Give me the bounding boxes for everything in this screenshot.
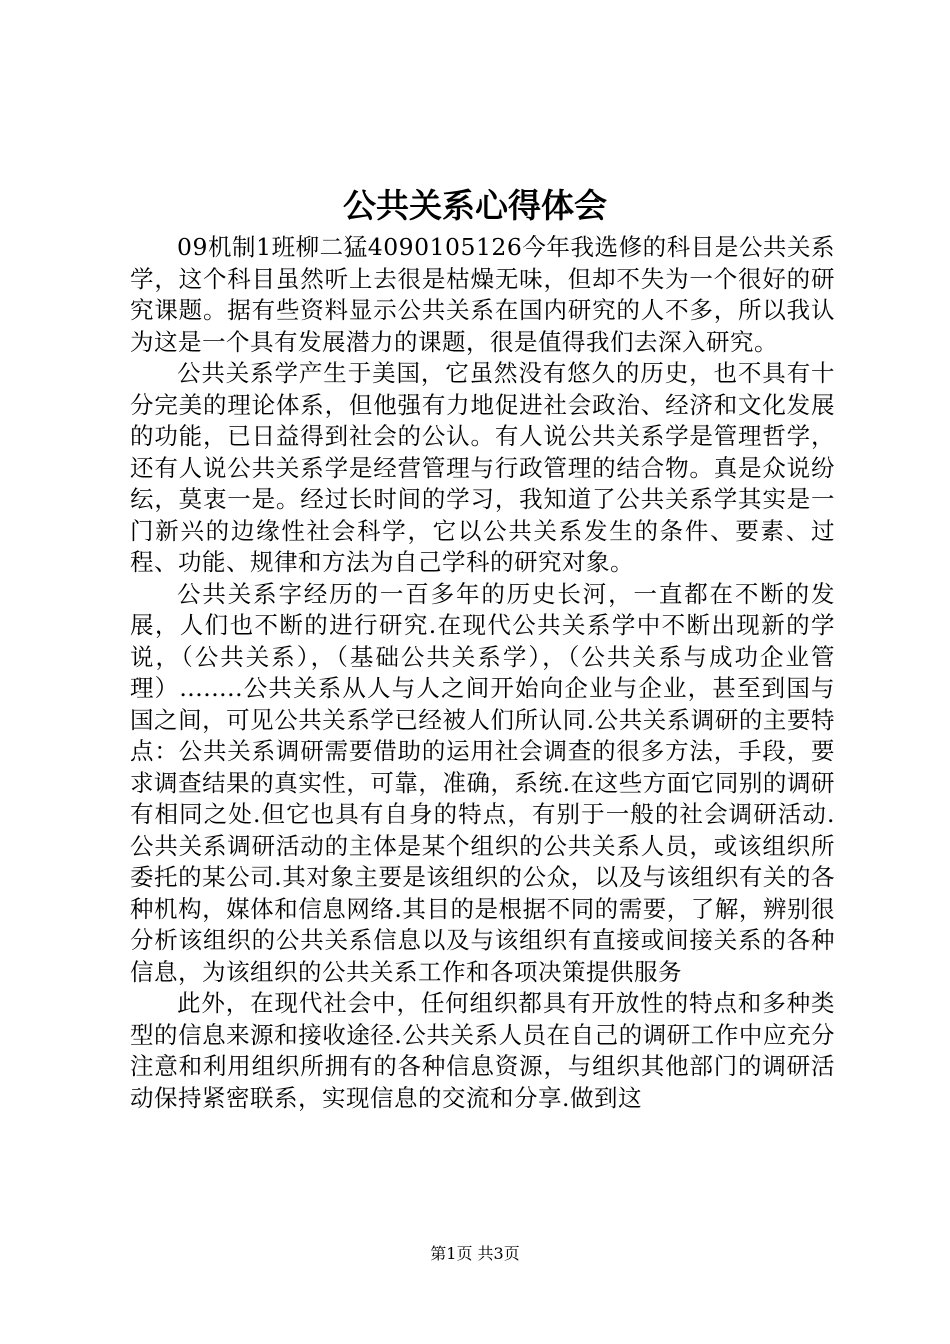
paragraph-4: 此外，在现代社会中，任何组织都具有开放性的特点和多种类型的信息来源和接收途径.公共关系人员在自己的调研工作中应充分注意和利用组织所拥有的各种信息资源，与组织其他部门的调研活动保持紧密联系，实现信息的交流和分享.做到这 [130, 989, 835, 1112]
document-title: 公共关系心得体会 [343, 186, 607, 225]
paragraph-3: 公共关系字经历的一百多年的历史长河，一直都在不断的发展，人们也不断的进行研究.在现代公共关系学中不断出现新的学说，（公共关系），（基础公共关系学），（公共关系与成功企业管理）........公共关系从人与人之间开始向企业与企业，甚至到国与国之间，可见公共关系学已经被人们所认同.公共关系调研的主要特点：公共关系调研需要借助的运用社会调查的很多方法，手段，要求调查结果的真实性，可靠，准确，系统.在这些方面它同别的调研有相同之处.但它也具有自身的特点，有别于一般的社会调研活动.公共关系调研活动的主体是某个组织的公共关系人员，或该组织所委托的某公司.其对象主要是该组织的公众，以及与该组织有关的各种机构，媒体和信息网络.其目的是根据不同的需要，了解，辨别很分析该组织的公共关系信息以及与该组织有直接或间接关系的各种信息，为该组织的公共关系工作和各项决策提供服务 [130, 579, 835, 986]
document-body [130, 232, 835, 1114]
paragraph-2: 公共关系学产生于美国，它虽然没有悠久的历史，也不具有十分完美的理论体系，但他强有力地促进社会政治、经济和文化发展的功能，已日益得到社会的公认。有人说公共关系学是管理哲学，还有人说公共关系学是经营管理与行政管理的结合物。真是众说纷纭，莫衷一是。经过长时间的学习，我知道了公共关系学其实是一门新兴的边缘性社会科学，它以公共关系发生的条件、要素、过程、功能、规律和方法为自己学科的研究对象。 [130, 359, 835, 576]
paragraph-1: 09机制1班柳二猛4090105126今年我选修的科目是公共关系学，这个科目虽然听上去很是枯燥无味，但却不失为一个很好的研究课题。据有些资料显示公共关系在国内研究的人不多，所以我认为这是一个具有发展潜力的课题，很是值得我们去深入研究。 [130, 233, 835, 356]
page-number-footer: 第1页 共3页 [430, 1244, 520, 1263]
